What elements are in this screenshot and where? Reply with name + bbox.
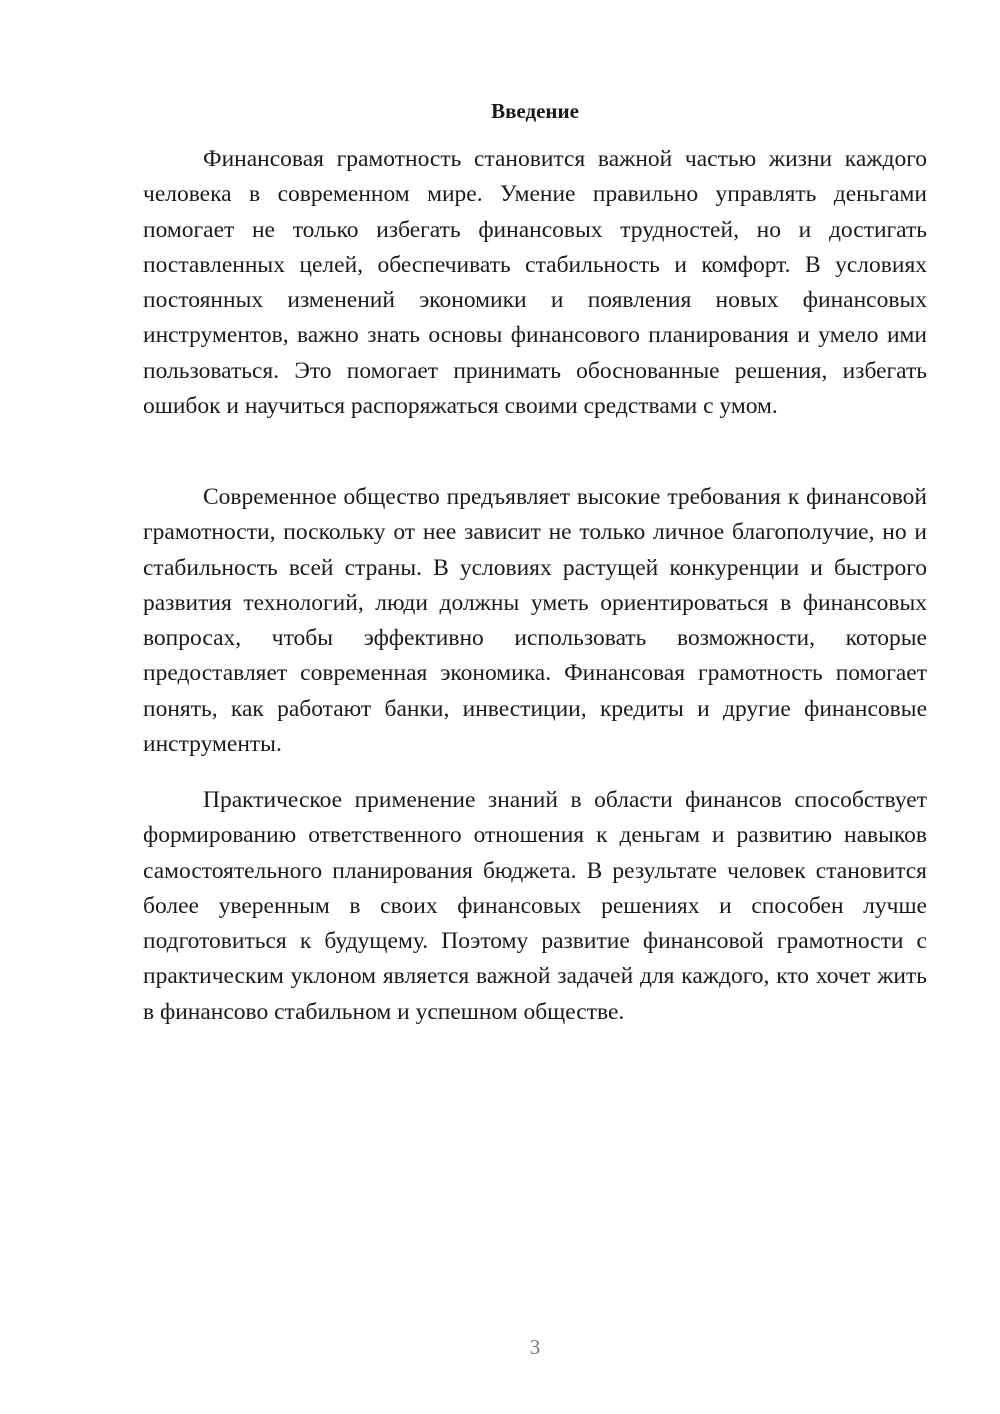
paragraph-1-block	[143, 142, 927, 424]
section-heading: Введение	[491, 99, 579, 123]
page-number: 3	[529, 1335, 541, 1359]
paragraph-1: Финансовая грамотность становится важной частью жизни каждого человека в современном мире. Умение правильно управлять деньгами помогает не только избегать финансовых трудностей, но и достигать поставленных целей, обеспечивать стабильность и комфорт. В условиях постоянных изменений экономики и появления новых финансовых инструментов, важно знать основы финансового планирования и умело ими пользоваться. Это помогает принимать обоснованные решения, избегать ошибок и научиться распоряжаться своими средствами с умом.	[143, 146, 927, 420]
paragraph-2: Современное общество предъявляет высокие требования к финансовой грамотности, поскольку от нее зависит не только личное благополучие, но и стабильность всей страны. В условиях растущей конкуренции и быстрого развития технологий, люди должны уметь ориентироваться в финансовых вопросах, чтобы эффективно использовать возможности, которые предоставляет современная экономика. Финансовая грамотность помогает понять, как работают банки, инвестиции, кредиты и другие финансовые инструменты.	[143, 484, 927, 758]
paragraph-3: Практическое применение знаний в области финансов способствует формированию ответственного отношения к деньгам и развитию навыков самостоятельного планирования бюджета. В результате человек становится более уверенным в своих финансовых решениях и способен лучше подготовиться к будущему. Поэтому развитие финансовой грамотности с практическим уклоном является важной задачей для каждого, кто хочет жить в финансово стабильном и успешном обществе.	[143, 787, 927, 1025]
paragraph-3-block	[143, 783, 927, 1030]
paragraph-2-block	[143, 480, 927, 762]
